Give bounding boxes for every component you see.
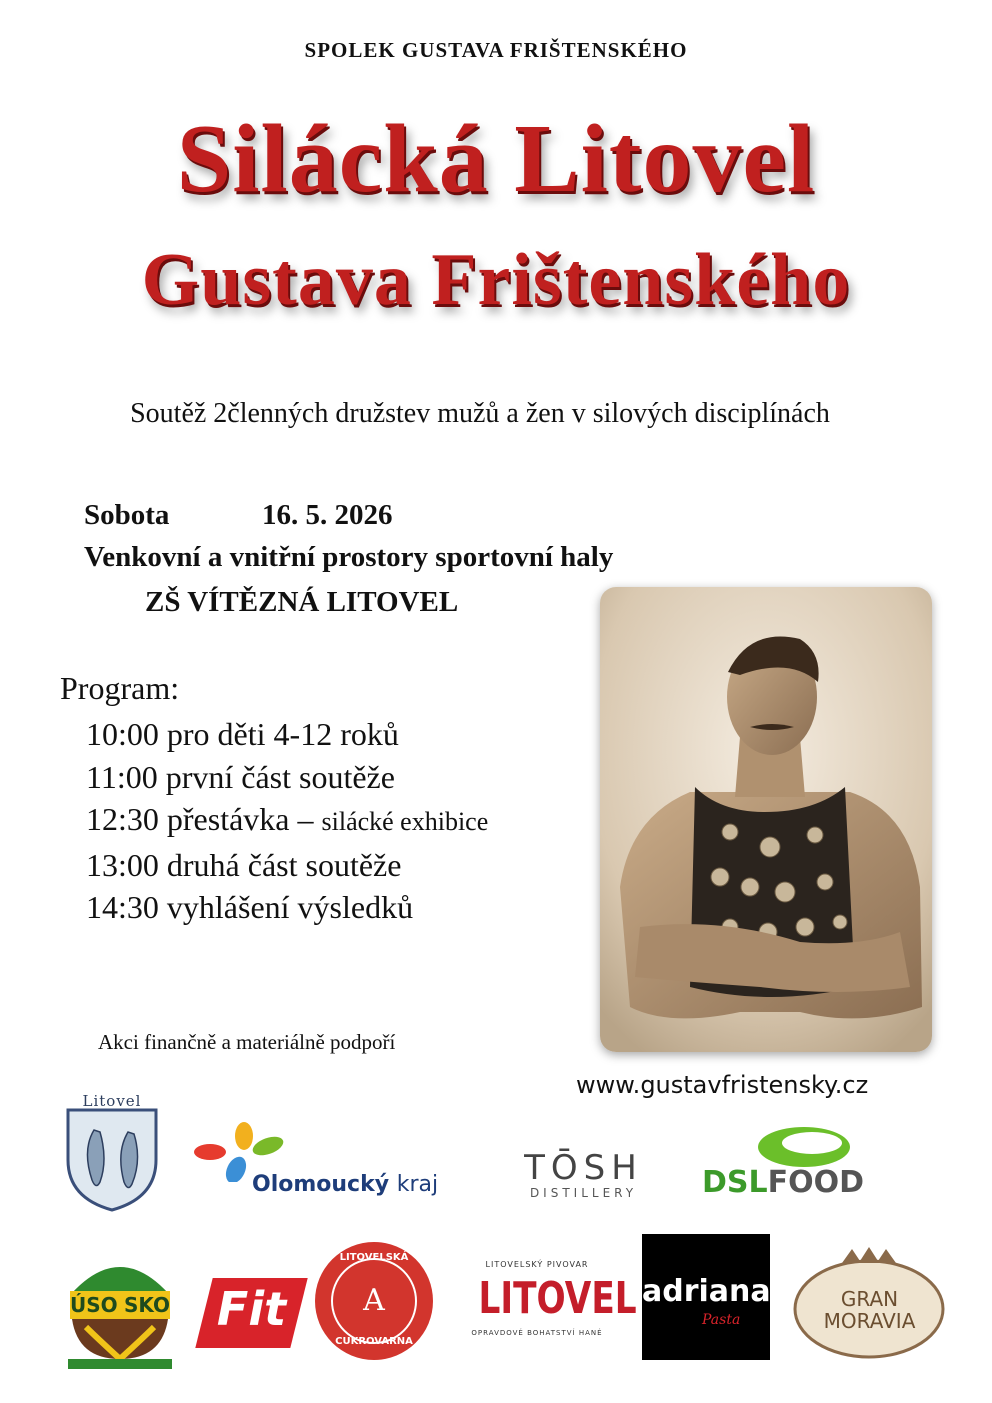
program-text: první část soutěže — [165, 758, 395, 795]
portrait-photo — [600, 587, 932, 1052]
pivovar-small: LITOVELSKÝ PIVOVAR — [485, 1260, 589, 1269]
program-list — [86, 713, 488, 929]
svg-text:A: A — [363, 1283, 385, 1318]
event-title-line2: Gustava Frištenského — [141, 239, 851, 321]
event-date: 16. 5. 2026 — [262, 499, 393, 531]
tosh-sub: DISTILLERY — [529, 1186, 638, 1200]
organization-name: SPOLEK GUSTAVA FRIŠTENSKÉHO — [304, 38, 688, 62]
program-item — [86, 886, 488, 929]
gran-line1: GRAN — [840, 1287, 899, 1311]
program-time: 11:00 — [86, 758, 158, 795]
adriana-name: adriana — [642, 1274, 771, 1309]
gran-line2: MORAVIA — [823, 1309, 916, 1333]
usovsko-logo — [66, 1247, 174, 1369]
olomoucky-text — [252, 1172, 438, 1197]
litovel-town-logo — [64, 1090, 160, 1212]
support-text: Akci finančně a materiálně podpoří — [98, 1030, 396, 1054]
event-date-row — [84, 499, 393, 532]
cukrovarna-top: LITOVELSKÁ — [339, 1252, 409, 1263]
program-item — [86, 798, 488, 844]
website-link[interactable]: www.gustavfristensky.cz — [576, 1071, 869, 1099]
adriana-sub: Pasta — [702, 1312, 741, 1328]
program-item — [86, 756, 488, 799]
adriana-pasta-logo — [642, 1234, 770, 1360]
venue-line2: ZŠ VÍTĚZNÁ LITOVEL — [145, 586, 459, 618]
program-time: 12:30 — [86, 801, 159, 837]
dsl-part: DSL — [702, 1165, 768, 1200]
olomoucky-suffix: kraj — [396, 1172, 439, 1197]
program-note: silácké exhibice — [321, 807, 489, 836]
program-time: 14:30 — [86, 889, 159, 925]
program-heading: Program: — [60, 670, 180, 706]
program-text: přestávka – — [166, 801, 314, 837]
program-time: 10:00 — [86, 716, 159, 752]
olomoucky-name: Olomoucký — [252, 1172, 390, 1197]
program-item — [86, 713, 488, 756]
pivovar-motto: OPRAVDOVÉ BOHATSTVÍ HANÉ — [471, 1329, 603, 1337]
cukrovarna-bottom: CUKROVARNA — [335, 1336, 413, 1347]
usovsko-right: SKO — [123, 1293, 170, 1317]
program-text: druhá část soutěže — [166, 846, 402, 883]
pivovar-name: LITOVEL — [478, 1273, 637, 1324]
program-time: 13:00 — [86, 846, 159, 883]
usovsko-text — [70, 1293, 170, 1317]
gran-moravia-logo — [792, 1245, 947, 1360]
program-text: pro děti 4-12 roků — [166, 716, 399, 752]
dsl-food-logo — [702, 1125, 887, 1205]
event-subtitle: Soutěž 2členných družstev mužů a žen v silových disciplínách — [130, 398, 830, 429]
program-item — [86, 844, 488, 887]
tosh-name: TŌSH — [524, 1148, 643, 1188]
dsl-text — [702, 1165, 864, 1200]
usovsko-left: ÚSO — [70, 1293, 118, 1317]
event-title-line1: Silácká Litovel — [176, 105, 816, 213]
pivovar-litovel-logo — [462, 1240, 637, 1365]
fit-logo — [204, 1278, 299, 1348]
tosh-distillery-logo — [516, 1150, 651, 1206]
litovelska-cukrovarna-logo — [313, 1240, 435, 1362]
program-text: vyhlášení výsledků — [166, 889, 414, 925]
fit-text: Fit — [216, 1282, 287, 1336]
litovel-town-name: Litovel — [82, 1092, 142, 1110]
food-part: FOOD — [767, 1165, 865, 1200]
venue-line1: Venkovní a vnitřní prostory sportovní haly — [84, 541, 614, 573]
event-day: Sobota — [84, 499, 170, 531]
olomoucky-kraj-logo — [192, 1122, 472, 1202]
